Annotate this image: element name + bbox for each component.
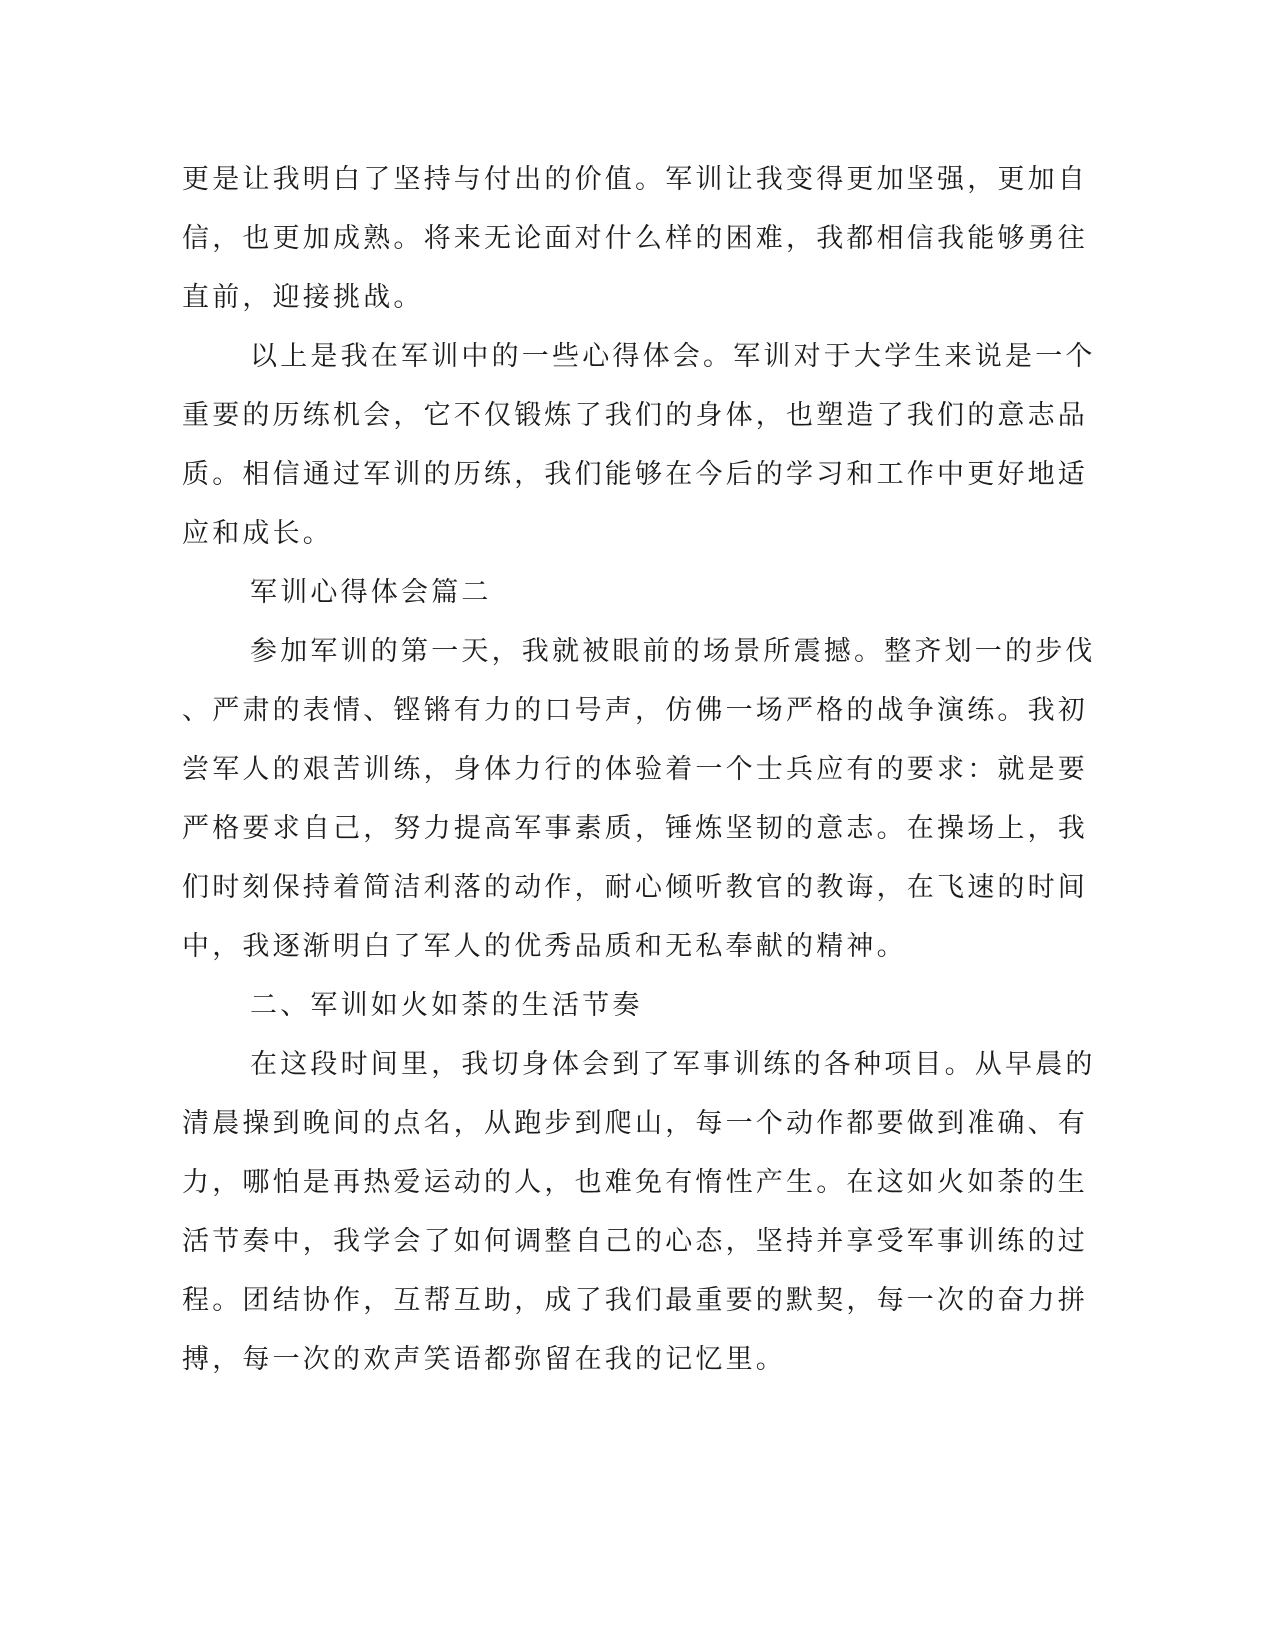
- paragraph-line: 力，哪怕是再热爱运动的人，也难免有惰性产生。在这如火如荼的生: [182, 1167, 1088, 1198]
- paragraph-line: 程。团结协作，互帮互助，成了我们最重要的默契，每一次的奋力拼: [182, 1285, 1088, 1316]
- paragraph-line: 应和成长。: [182, 518, 333, 549]
- section-heading: 军训心得体会篇二: [250, 577, 492, 608]
- paragraph-line: 信，也更加成熟。将来无论面对什么样的困难，我都相信我能够勇往: [182, 223, 1088, 254]
- paragraph-line: 严格要求自己，努力提高军事素质，锤炼坚韧的意志。在操场上，我: [182, 813, 1088, 844]
- paragraph-line: 尝军人的艰苦训练，身体力行的体验着一个士兵应有的要求：就是要: [182, 754, 1088, 785]
- paragraph-line: 更是让我明白了坚持与付出的价值。军训让我变得更加坚强，更加自: [182, 164, 1088, 195]
- section-heading: 二、军训如火如荼的生活节奏: [250, 990, 643, 1021]
- paragraph-line: 重要的历练机会，它不仅锻炼了我们的身体，也塑造了我们的意志品: [182, 400, 1088, 431]
- paragraph-line: 、严肃的表情、铿锵有力的口号声，仿佛一场严格的战争演练。我初: [182, 695, 1088, 726]
- paragraph-line: 们时刻保持着简洁利落的动作，耐心倾听教官的教诲，在飞速的时间: [182, 872, 1088, 903]
- paragraph-line: 直前，迎接挑战。: [182, 282, 424, 313]
- paragraph-line: 质。相信通过军训的历练，我们能够在今后的学习和工作中更好地适: [182, 459, 1088, 490]
- paragraph-line: 活节奏中，我学会了如何调整自己的心态，坚持并享受军事训练的过: [182, 1226, 1088, 1257]
- paragraph-line: 以上是我在军训中的一些心得体会。军训对于大学生来说是一个: [250, 341, 1096, 372]
- paragraph-line: 参加军训的第一天，我就被眼前的场景所震撼。整齐划一的步伐: [250, 636, 1096, 667]
- paragraph-line: 在这段时间里，我切身体会到了军事训练的各种项目。从早晨的: [250, 1049, 1096, 1080]
- paragraph-line: 中，我逐渐明白了军人的优秀品质和无私奉献的精神。: [182, 931, 907, 962]
- paragraph-line: 清晨操到晚间的点名，从跑步到爬山，每一个动作都要做到准确、有: [182, 1108, 1088, 1139]
- paragraph-line: 搏，每一次的欢声笑语都弥留在我的记忆里。: [182, 1344, 786, 1375]
